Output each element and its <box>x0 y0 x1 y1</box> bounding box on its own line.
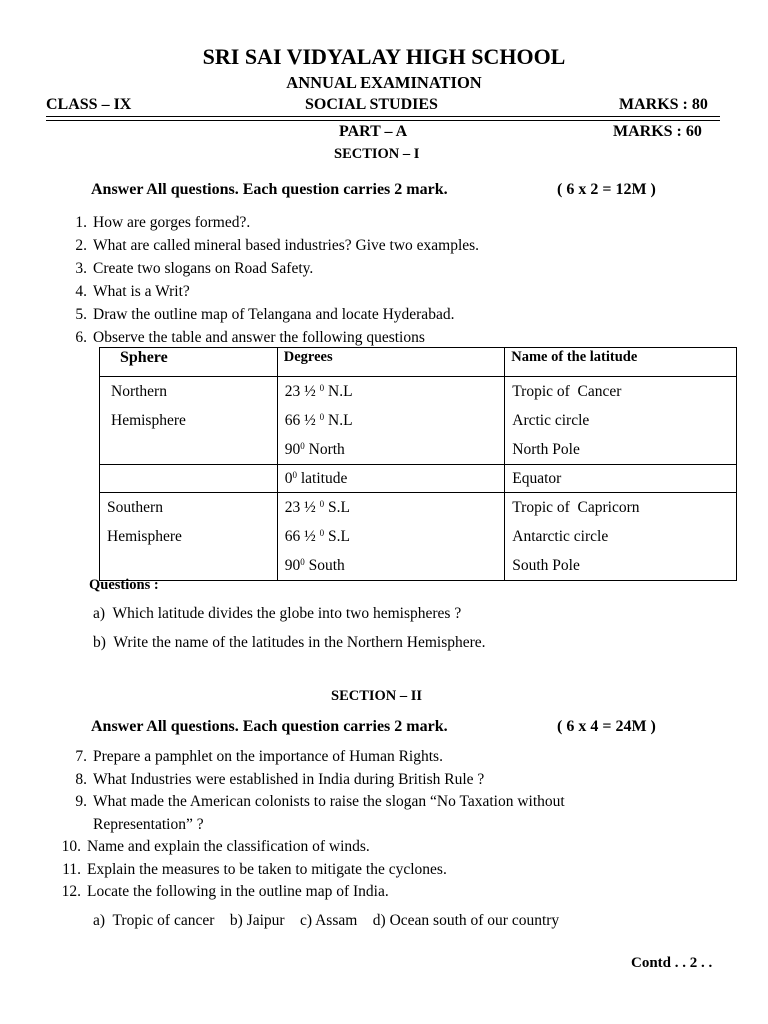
question-text: Representation” ? <box>93 815 204 833</box>
question-item <box>63 326 479 349</box>
latitude-name: Tropic of Cancer <box>512 383 622 400</box>
latitude-table <box>99 347 737 581</box>
sub-question-b <box>93 634 486 652</box>
degree-cell-southern <box>277 493 505 581</box>
degree-cell-northern <box>277 377 505 465</box>
question-number: 7. <box>75 748 87 765</box>
degree-value: $90^0$ South <box>284 557 345 574</box>
question-text: Observe the table and answer the following questions <box>93 329 425 346</box>
question-text: Explain the measures to be taken to mitigate the cyclones. <box>87 860 447 878</box>
question-text: Name and explain the classification of winds. <box>87 838 370 855</box>
header-rule-bottom <box>46 120 720 121</box>
question-number: 4. <box>75 283 87 300</box>
sub-question-number: a) <box>93 605 106 622</box>
continued-label: Contd . . 2 . . <box>631 955 713 971</box>
sphere-line: Northern <box>111 383 167 400</box>
map-items: a) Tropic of cancer b) Jaipur c) Assam d) Ocean south of our country <box>93 912 560 929</box>
question-number: 10. <box>61 838 81 855</box>
question-item <box>63 211 479 234</box>
table-row-northern <box>100 377 737 465</box>
col-header-latitude-name: Name of the latitude <box>505 348 737 377</box>
col-header-degrees: Degrees <box>277 348 505 377</box>
question-text: What Industries were established in India during British Rule ? <box>93 770 485 788</box>
question-text: How are gorges formed?. <box>93 214 251 231</box>
question-number: 3. <box>75 260 87 277</box>
question-text: What are called mineral based industries? Give two examples. <box>93 237 480 254</box>
degree-value: 23 ½ $^0$ N.L <box>284 383 353 400</box>
latitude-name: Antarctic circle <box>512 528 609 545</box>
col-header-sphere: Sphere <box>100 348 278 377</box>
section-1-questions <box>63 211 479 349</box>
degree-value: $0^0$ latitude <box>284 470 348 487</box>
question-number: 2. <box>75 237 87 254</box>
latitude-name: Tropic of Capricorn <box>512 499 640 516</box>
degree-value: 66 ½ $^0$ S.L <box>284 528 350 545</box>
question-number: 1. <box>75 214 87 231</box>
section-2-questions <box>63 746 565 904</box>
latitude-name: Arctic circle <box>512 412 590 429</box>
latitude-name: North Pole <box>512 441 580 458</box>
header-rule-top <box>46 116 720 117</box>
sphere-cell-southern <box>100 493 278 581</box>
sphere-line: Hemisphere <box>111 412 186 429</box>
sphere-cell-equator <box>100 465 278 493</box>
section-2-instruction: Answer All questions. Each question carries 2 mark. <box>91 718 448 735</box>
question-item <box>63 234 479 257</box>
table-header-row <box>100 348 737 377</box>
section-2-label: SECTION – II <box>331 688 423 704</box>
table-row-southern <box>100 493 737 581</box>
sub-question-a <box>93 605 461 623</box>
question-number: 9. <box>75 793 87 810</box>
section-1-instruction: Answer All questions. Each question carries 2 mark. <box>91 181 448 198</box>
latitude-name: Equator <box>512 470 562 487</box>
part-marks: MARKS : 60 <box>613 123 702 140</box>
question-item <box>63 769 565 792</box>
question-number: 12. <box>61 883 81 900</box>
section-2-marks-formula: ( 6 x 4 = 24M ) <box>557 718 656 735</box>
sub-question-text: Write the name of the latitudes in the Northern Hemisphere. <box>113 634 486 651</box>
class-label: CLASS – IX <box>46 96 132 113</box>
question-text: Locate the following in the outline map of India. <box>87 883 389 900</box>
degree-value: 23 ½ $^0$ S.L <box>284 499 350 516</box>
sphere-cell-northern <box>100 377 278 465</box>
sphere-line: Southern <box>107 499 163 516</box>
subject-label: SOCIAL STUDIES <box>305 96 438 113</box>
name-cell-equator <box>505 465 737 493</box>
name-cell-southern <box>505 493 737 581</box>
table-row-equator <box>100 465 737 493</box>
question-number: 6. <box>75 329 87 346</box>
latitude-name: South Pole <box>512 557 580 574</box>
total-marks: MARKS : 80 <box>619 96 708 113</box>
section-1-marks-formula: ( 6 x 2 = 12M ) <box>557 181 656 198</box>
degree-value: $90^0$ North <box>284 441 345 458</box>
sub-question-number: b) <box>93 634 106 651</box>
part-label: PART – A <box>339 123 408 140</box>
question-item <box>63 280 479 303</box>
question-item <box>57 881 565 904</box>
question-item <box>63 746 565 769</box>
sphere-line: Hemisphere <box>107 528 182 545</box>
question-item <box>63 303 479 326</box>
question-item-continued <box>63 814 565 837</box>
question-number: 5. <box>75 306 87 323</box>
exam-title: ANNUAL EXAMINATION <box>286 73 482 92</box>
name-cell-northern <box>505 377 737 465</box>
question-number: 8. <box>75 770 87 788</box>
sub-questions-label: Questions : <box>89 577 159 593</box>
section-1-label: SECTION – I <box>334 146 420 162</box>
question-text: Prepare a pamphlet on the importance of Human Rights. <box>93 748 443 765</box>
question-text: Draw the outline map of Telangana and locate Hyderabad. <box>93 306 455 323</box>
degree-cell-equator <box>277 465 505 493</box>
question-item <box>57 836 565 859</box>
question-text: Create two slogans on Road Safety. <box>93 260 314 277</box>
question-text: What is a Writ? <box>93 283 190 300</box>
degree-value: 66 ½ $^0$ N.L <box>284 412 353 429</box>
school-name: SRI SAI VIDYALAY HIGH SCHOOL <box>202 44 566 69</box>
question-text: What made the American colonists to raise the slogan “No Taxation without <box>93 793 565 810</box>
sub-question-text: Which latitude divides the globe into two hemispheres ? <box>112 605 462 622</box>
question-item <box>63 257 479 280</box>
question-number: 11. <box>62 860 81 878</box>
question-item <box>63 791 565 814</box>
question-item <box>57 859 565 882</box>
